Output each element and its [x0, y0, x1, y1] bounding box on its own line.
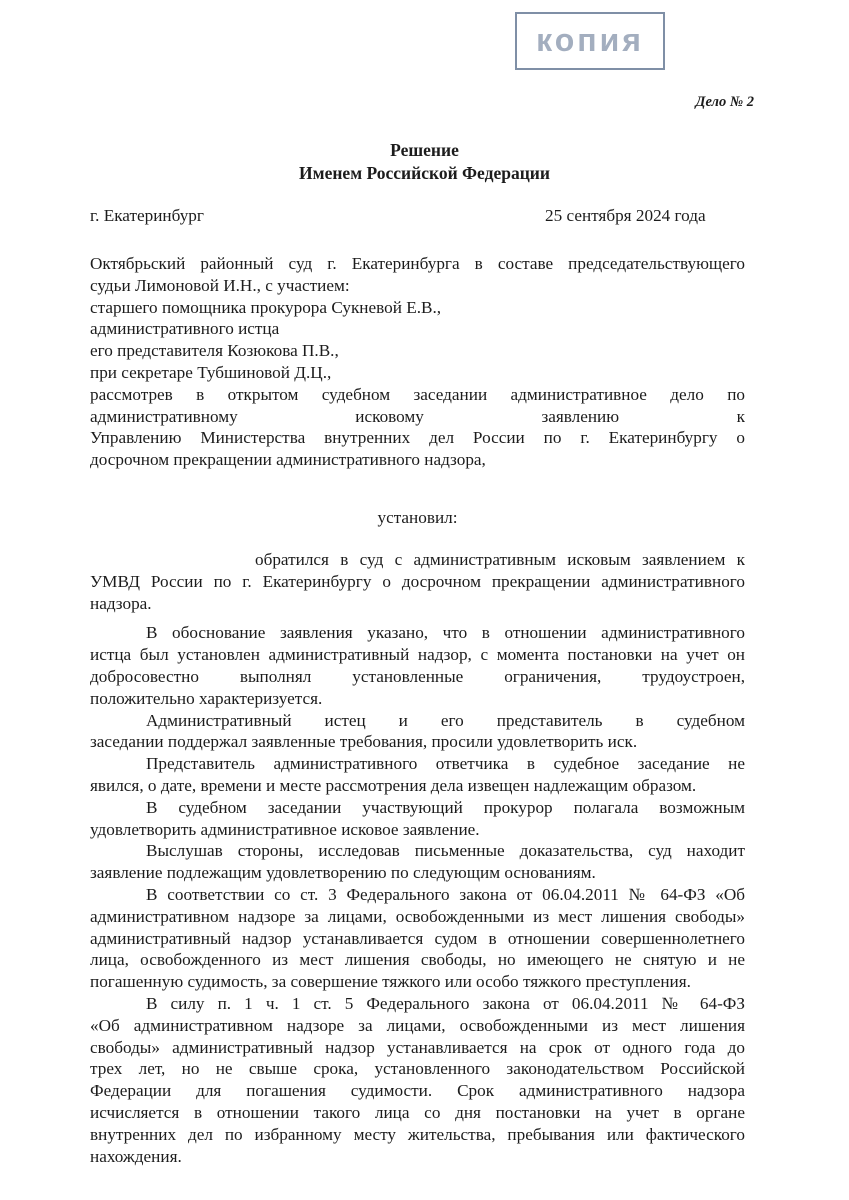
paragraph-line: заседании поддержал заявленные требования, просили удовлетворить иск.	[90, 732, 638, 752]
paragraph-line: добросовестно выполнял установленные ограничения, трудоустроен,	[90, 666, 745, 686]
paragraph-line: административном надзоре за лицами, освобожденными из мест лишения свободы»	[90, 906, 745, 926]
paragraph-line: В силу п. 1 ч. 1 ст. 5 Федерального закона от 06.04.2011 № 64-ФЗ	[146, 993, 745, 1013]
intro-line: Октябрьский районный суд г. Екатеринбурга в составе председательствующего	[90, 254, 745, 273]
intro-line: досрочном прекращении административного надзора,	[90, 450, 486, 470]
decision-date: 25 сентября 2024 года	[545, 206, 706, 225]
intro-line: судьи Лимоновой И.Н., с участием:	[90, 275, 350, 295]
reasoning-block	[90, 549, 745, 1167]
paragraph-line: административный надзор устанавливается судом в отношении совершеннолетнего	[90, 928, 745, 948]
intro-line: его представителя Козюкова П.В.,	[90, 341, 339, 361]
intro-block	[90, 253, 745, 471]
paragraph-line: нахождения.	[90, 1146, 182, 1166]
paragraph-line: обратился в суд с административным исковым заявлением к	[255, 550, 745, 569]
paragraph-line: истца был установлен административный надзор, с момента постановки на учет он	[90, 645, 745, 665]
paragraph-line: надзора.	[90, 593, 152, 613]
paragraph-line: лица, освобожденного из мест лишения свободы, но имеющего не снятую и не	[90, 950, 745, 970]
paragraph-line: свободы» административный надзор устанавливается на срок от одного года до	[90, 1037, 745, 1057]
intro-line: при секретаре Тубшиновой Д.Ц.,	[90, 362, 332, 382]
paragraph-line: «Об административном надзоре за лицами, освобожденными из мест лишения	[90, 1015, 745, 1035]
paragraph-line: Выслушав стороны, исследовав письменные доказательства, суд находит	[146, 841, 745, 861]
paragraph-line: УМВД России по г. Екатеринбургу о досрочном прекращении административного	[90, 571, 745, 591]
paragraph-line: исчисляется в отношении такого лица со дня постановки на учет в органе	[90, 1102, 745, 1122]
paragraph-line: внутренних дел по избранному месту жительства, пребывания или фактического	[90, 1124, 745, 1144]
intro-line: административного истца	[90, 319, 280, 339]
intro-line: Управлению Министерства внутренних дел России по г. Екатеринбургу о	[90, 428, 745, 448]
section-heading: установил:	[377, 508, 458, 527]
intro-line: рассмотрев в открытом судебном заседании административное дело по	[90, 384, 745, 404]
paragraph-line: заявление подлежащим удовлетворению по следующим основаниям.	[90, 863, 596, 883]
paragraph-line: Административный истец и его представитель в судебном	[146, 710, 745, 730]
paragraph-line: трех лет, но не свыше срока, установленного законодательством Российской	[90, 1059, 745, 1079]
paragraph-line: В обоснование заявления указано, что в отношении административного	[146, 623, 745, 643]
paragraph-line: Представитель административного ответчика в судебное заседание не	[146, 754, 745, 774]
city: г. Екатеринбург	[90, 206, 204, 225]
paragraph-line: Федерации для погашения судимости. Срок административного надзора	[90, 1081, 745, 1101]
intro-line: административному исковому заявлению к	[90, 406, 745, 426]
paragraph-line: удовлетворить административное исковое заявление.	[90, 819, 480, 839]
paragraph-line: погашенную судимость, за совершение тяжкого или особо тяжкого преступления.	[90, 972, 691, 992]
case-number: Дело № 2	[695, 94, 754, 110]
paragraph-line: В судебном заседании участвующий прокурор полагала возможным	[146, 797, 745, 817]
paragraph-line: явился, о дате, времени и месте рассмотрения дела извещен надлежащим образом.	[90, 775, 697, 795]
intro-line: старшего помощника прокурора Сукневой Е.В.,	[90, 297, 442, 317]
paragraph-line: положительно характеризуется.	[90, 688, 323, 708]
document-title: Решение	[390, 140, 459, 160]
document-subtitle: Именем Российской Федерации	[299, 163, 550, 183]
paragraph-line: В соответствии со ст. 3 Федерального закона от 06.04.2011 № 64-ФЗ «Об	[146, 884, 745, 904]
copy-stamp: копия	[515, 12, 665, 70]
